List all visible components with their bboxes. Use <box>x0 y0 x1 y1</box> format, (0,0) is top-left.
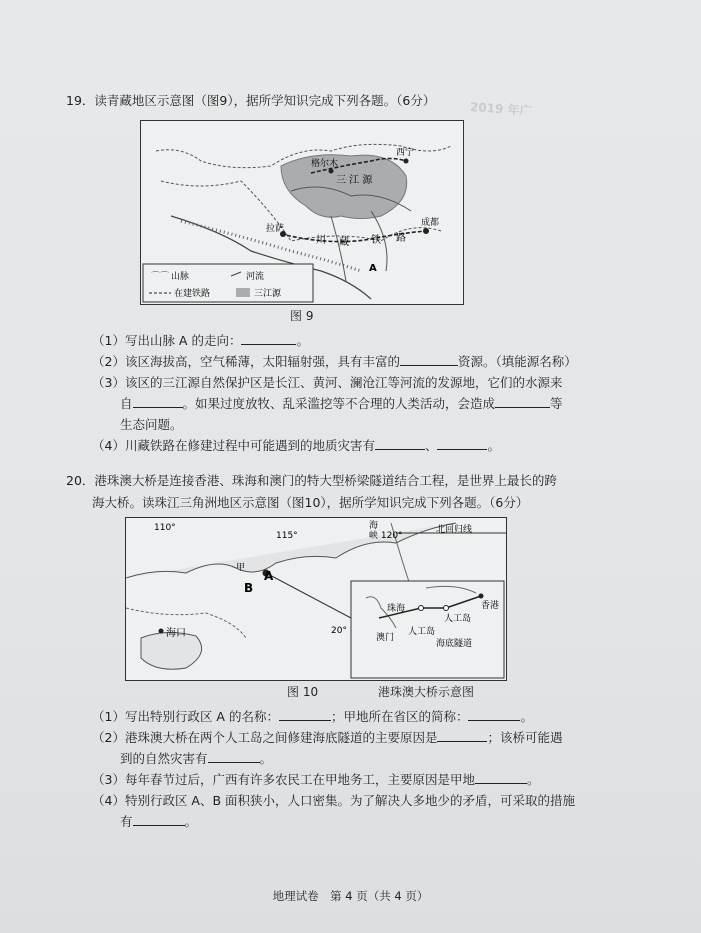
legend-river: 河流 <box>246 272 265 282</box>
q19-sub3-b: 自 <box>120 396 133 411</box>
sanjiangyuan-area <box>281 155 407 219</box>
q20-sub1 <box>92 706 592 727</box>
q20-sub3-text: （3）每年春节过后，广西有许多农民工在甲地务工，主要原因是甲地 <box>92 772 475 787</box>
connector-line <box>266 573 351 618</box>
legend-box <box>143 264 313 302</box>
q20-sub2 <box>92 727 592 748</box>
label-jia: 甲 <box>236 563 246 573</box>
q20-sub2-b: 到的自然灾害有 <box>120 751 208 766</box>
q20-sub2-blank2[interactable] <box>208 749 260 763</box>
hongkong-dot <box>479 594 484 599</box>
q20-sub4-line2 <box>120 811 620 832</box>
q20-sub1-blank2[interactable] <box>468 707 520 721</box>
q19-sub1-blank[interactable] <box>241 331 296 345</box>
label-lu: 路 <box>396 233 406 244</box>
label-chuan: 川 <box>316 235 326 246</box>
q19-sub2-blank[interactable] <box>400 352 458 366</box>
q19-sub3-line2 <box>120 393 620 414</box>
haikou-dot <box>159 629 164 634</box>
label-tropic: 北回归线 <box>436 525 473 535</box>
q19-sub4-blank1[interactable] <box>375 436 425 450</box>
label-haikou: 海口 <box>166 628 186 639</box>
q19-sub3 <box>92 372 592 393</box>
label-macao: 澳门 <box>376 633 395 643</box>
label-lat20: 20° <box>331 626 347 636</box>
q20-sub4-b: 有 <box>120 814 133 829</box>
label-artificial-island-1: 人工岛 <box>444 614 472 624</box>
q20-sub2-tail: ；该桥可能遇 <box>487 730 563 745</box>
q20-sub4-text: （4）特别行政区 A、B 面积狭小，人口密集。为了解决人多地少的矛盾，可采取的措施 <box>92 793 576 808</box>
q20-sub1-mid: ；甲地所在省区的简称： <box>330 709 469 724</box>
river <box>331 216 346 281</box>
label-artificial-island-2: 人工岛 <box>408 627 436 637</box>
label-undersea-tunnel: 海底隧道 <box>436 639 473 649</box>
q19-sub4 <box>92 435 592 456</box>
sanjiangyuan-legend-icon <box>236 288 250 297</box>
chengdu-dot <box>423 228 429 234</box>
q19-sub3-b-tail2: 等 <box>550 396 563 411</box>
golmud-dot <box>329 169 334 174</box>
label-tie: 铁 <box>371 235 381 246</box>
q20-intro-line2: 海大桥。读珠江三角洲地区示意图（图10），据所学知识完成下列各题。（6分） <box>92 495 529 510</box>
q19-sub4-text: （4）川藏铁路在修建过程中可能遇到的地质灾害有 <box>92 438 375 453</box>
label-lon110: 110° <box>154 523 176 533</box>
q20-sub3 <box>92 769 592 790</box>
label-a: A <box>264 569 274 583</box>
label-golmud: 格尔木 <box>311 159 339 169</box>
q20-sub1-blank1[interactable] <box>279 707 331 721</box>
q20-sub1-end: 。 <box>520 709 533 724</box>
page-footer: 地理试卷 第 4 页（共 4 页） <box>272 889 429 903</box>
q20-sub4 <box>92 790 592 811</box>
q19-sub3-text: （3）该区的三江源自然保护区是长江、黄河、澜沧江等河流的发源地，它们的水源来 <box>92 375 563 390</box>
q20-inset-caption: 港珠澳大桥示意图 <box>378 685 475 699</box>
label-strait: 海 <box>369 521 379 531</box>
q19-sub1: （1）写出山脉 A 的走向： 。 <box>92 333 309 348</box>
q19-sub3-c: 生态问题。 <box>120 417 183 432</box>
xining-dot <box>404 159 409 164</box>
q19-sub4-blank2[interactable] <box>437 436 487 450</box>
q20-sub4-b-end: 。 <box>184 814 198 829</box>
q20-map <box>125 517 507 681</box>
q20-sub4-blank[interactable] <box>133 812 185 826</box>
q20-intro-line1: 20．港珠澳大桥是连接香港、珠海和澳门的特大型桥梁隧道结合工程，是世界上最长的跨 <box>66 473 557 488</box>
label-hongkong: 香港 <box>481 601 500 611</box>
label-xining: 西宁 <box>396 148 415 158</box>
label-sanjiangyuan: 三 江 源 <box>336 175 373 186</box>
q19-sub4-sep: 、 <box>424 438 438 453</box>
q20-sub2-blank1[interactable] <box>437 728 487 742</box>
label-mountain-a: A <box>369 263 377 274</box>
q19-sub2-text: （2）该区海拔高，空气稀薄，太阳辐射强，具有丰富的 <box>92 354 400 369</box>
q19-sub1-text: （1）写出山脉 A 的走向： <box>92 333 242 348</box>
label-chengdu: 成都 <box>421 218 440 228</box>
q20-figure-caption: 图 10 <box>287 685 319 699</box>
artificial-island-2 <box>444 606 449 611</box>
q19-figure-caption: 图 9 <box>290 309 314 323</box>
mountain-legend-icon: ⌒⌒ <box>151 272 170 282</box>
q20-map-svg <box>126 518 506 680</box>
label-lon115: 115° <box>276 531 298 541</box>
legend-sanjiangyuan: 三江源 <box>254 289 282 299</box>
q19-sub3-line3 <box>120 414 620 435</box>
q20-sub1-text: （1）写出特别行政区 A 的名称： <box>92 709 279 724</box>
q20-sub2-b-end: 。 <box>259 751 273 766</box>
q20-sub2-line2 <box>120 748 620 769</box>
label-lhasa: 拉萨 <box>266 224 285 234</box>
q19-sub3-blank1[interactable] <box>133 394 183 408</box>
legend-railway: 在建铁路 <box>174 289 211 299</box>
q20-sub3-end: 。 <box>526 772 540 787</box>
q19-map-svg <box>141 121 463 304</box>
label-strait-120: 峡 120° <box>369 531 403 541</box>
q19-sub3-b-tail: 。如果过度放牧、乱采滥挖等不合理的人类活动，会造成 <box>182 396 496 411</box>
label-zhuhai: 珠海 <box>387 604 406 614</box>
q19-sub2-tail: 资源。（填能源名称） <box>457 354 577 369</box>
label-zang: 藏 <box>339 237 349 248</box>
q19-map <box>140 120 464 305</box>
legend-mountain: 山脉 <box>171 272 190 282</box>
artificial-island-1 <box>419 606 424 611</box>
q20-sub2-text: （2）港珠澳大桥在两个人工岛之间修建海底隧道的主要原因是 <box>92 730 438 745</box>
label-b: B <box>244 581 254 595</box>
q19-sub4-end: 。 <box>487 438 500 453</box>
bleed-through-text: 2019 年广 <box>469 99 532 119</box>
q19-sub2 <box>92 351 592 372</box>
q19-intro: 19．读青藏地区示意图（图9），据所学知识完成下列各题。（6分） <box>66 93 436 108</box>
q19-sub3-blank2[interactable] <box>495 394 550 408</box>
q20-sub3-blank[interactable] <box>475 770 527 784</box>
